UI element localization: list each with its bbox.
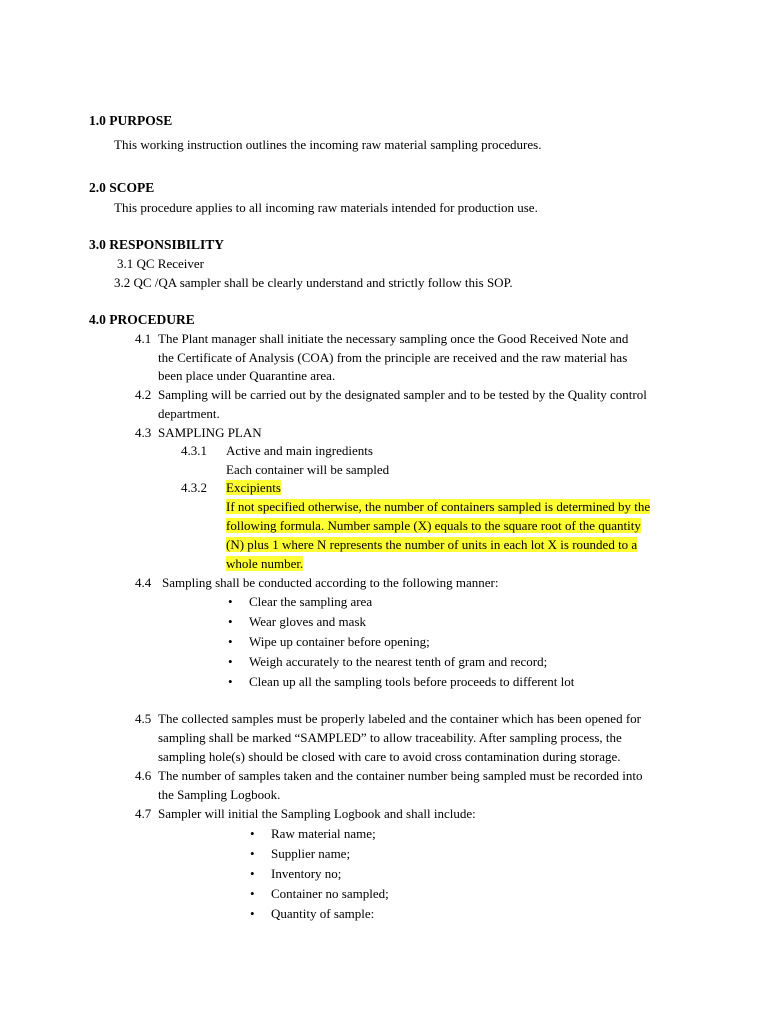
bullet-icon: • — [228, 614, 233, 629]
paragraph-line: been place under Quarantine area. — [158, 368, 336, 383]
section-heading-responsibility: 3.0 RESPONSIBILITY — [89, 237, 225, 252]
paragraph-line: Sampling will be carried out by the designated sampler and to be tested by the Quality control — [158, 387, 647, 402]
section-number-4-4: 4.4 — [135, 575, 152, 590]
section-4-7-text: Sampler will initial the Sampling Logbook and shall include: — [158, 806, 476, 821]
list-item: Weigh accurately to the nearest tenth of gram and record; — [249, 654, 548, 669]
list-item: Clean up all the sampling tools before proceeds to different lot — [249, 674, 575, 689]
excipients-title: Excipients — [226, 480, 281, 495]
highlighted-line: whole number. — [226, 556, 304, 571]
scope-text: This procedure applies to all incoming raw materials intended for production use. — [114, 200, 538, 215]
section-number-4-2: 4.2 — [135, 387, 152, 402]
bullet-icon: • — [228, 654, 233, 669]
highlighted-line: following formula. Number sample (X) equals to the square root of the quantity — [226, 518, 641, 533]
active-ingredients-title: Active and main ingredients — [226, 443, 373, 458]
paragraph-line: the Sampling Logbook. — [158, 787, 281, 802]
bullet-icon: • — [250, 866, 255, 881]
section-heading-procedure: 4.0 PROCEDURE — [89, 312, 195, 327]
bullet-icon: • — [228, 634, 233, 649]
section-4-4-text: Sampling shall be conducted according to the following manner: — [162, 575, 499, 590]
paragraph-line: The collected samples must be properly labeled and the container which has been opened for — [158, 711, 641, 726]
list-item: Clear the sampling area — [249, 594, 373, 609]
section-number-4-5: 4.5 — [135, 711, 152, 726]
bullet-icon: • — [250, 826, 255, 841]
paragraph-line: the Certificate of Analysis (COA) from the principle are received and the raw material has — [158, 350, 628, 365]
highlighted-line: (N) plus 1 where N represents the number of units in each lot X is rounded to a — [226, 537, 638, 552]
list-item: Wipe up container before opening; — [249, 634, 430, 649]
paragraph-line: department. — [158, 406, 220, 421]
list-item: Raw material name; — [271, 826, 376, 841]
active-ingredients-text: Each container will be sampled — [226, 462, 390, 477]
section-heading-scope: 2.0 SCOPE — [89, 180, 155, 195]
paragraph-line: sampling shall be marked “SAMPLED” to allow traceability. After sampling process, the — [158, 730, 622, 745]
paragraph-line: The number of samples taken and the container number being sampled must be recorded into — [158, 768, 643, 783]
section-number-4-3-2: 4.3.2 — [181, 480, 207, 495]
sampling-plan-title: SAMPLING PLAN — [158, 425, 262, 440]
responsibility-item-2: 3.2 QC /QA sampler shall be clearly understand and strictly follow this SOP. — [114, 275, 513, 290]
paragraph-line: The Plant manager shall initiate the necessary sampling once the Good Received Note and — [158, 331, 629, 346]
section-number-4-3: 4.3 — [135, 425, 152, 440]
section-number-4-6: 4.6 — [135, 768, 152, 783]
list-item: Supplier name; — [271, 846, 351, 861]
bullet-icon: • — [250, 846, 255, 861]
bullet-icon: • — [250, 886, 255, 901]
purpose-text: This working instruction outlines the incoming raw material sampling procedures. — [114, 137, 542, 152]
bullet-icon: • — [228, 674, 233, 689]
list-item: Quantity of sample: — [271, 906, 375, 921]
section-number-4-1: 4.1 — [135, 331, 152, 346]
section-number-4-7: 4.7 — [135, 806, 152, 821]
section-heading-purpose: 1.0 PURPOSE — [89, 113, 173, 128]
bullet-icon: • — [250, 906, 255, 921]
section-number-4-3-1: 4.3.1 — [181, 443, 207, 458]
bullet-icon: • — [228, 594, 233, 609]
highlighted-line: If not specified otherwise, the number of containers sampled is determined by the — [226, 499, 651, 514]
list-item: Inventory no; — [271, 866, 342, 881]
responsibility-item-1: 3.1 QC Receiver — [117, 256, 205, 271]
list-item: Wear gloves and mask — [249, 614, 366, 629]
paragraph-line: sampling hole(s) should be closed with care to avoid cross contamination during storage. — [158, 749, 621, 764]
list-item: Container no sampled; — [271, 886, 389, 901]
